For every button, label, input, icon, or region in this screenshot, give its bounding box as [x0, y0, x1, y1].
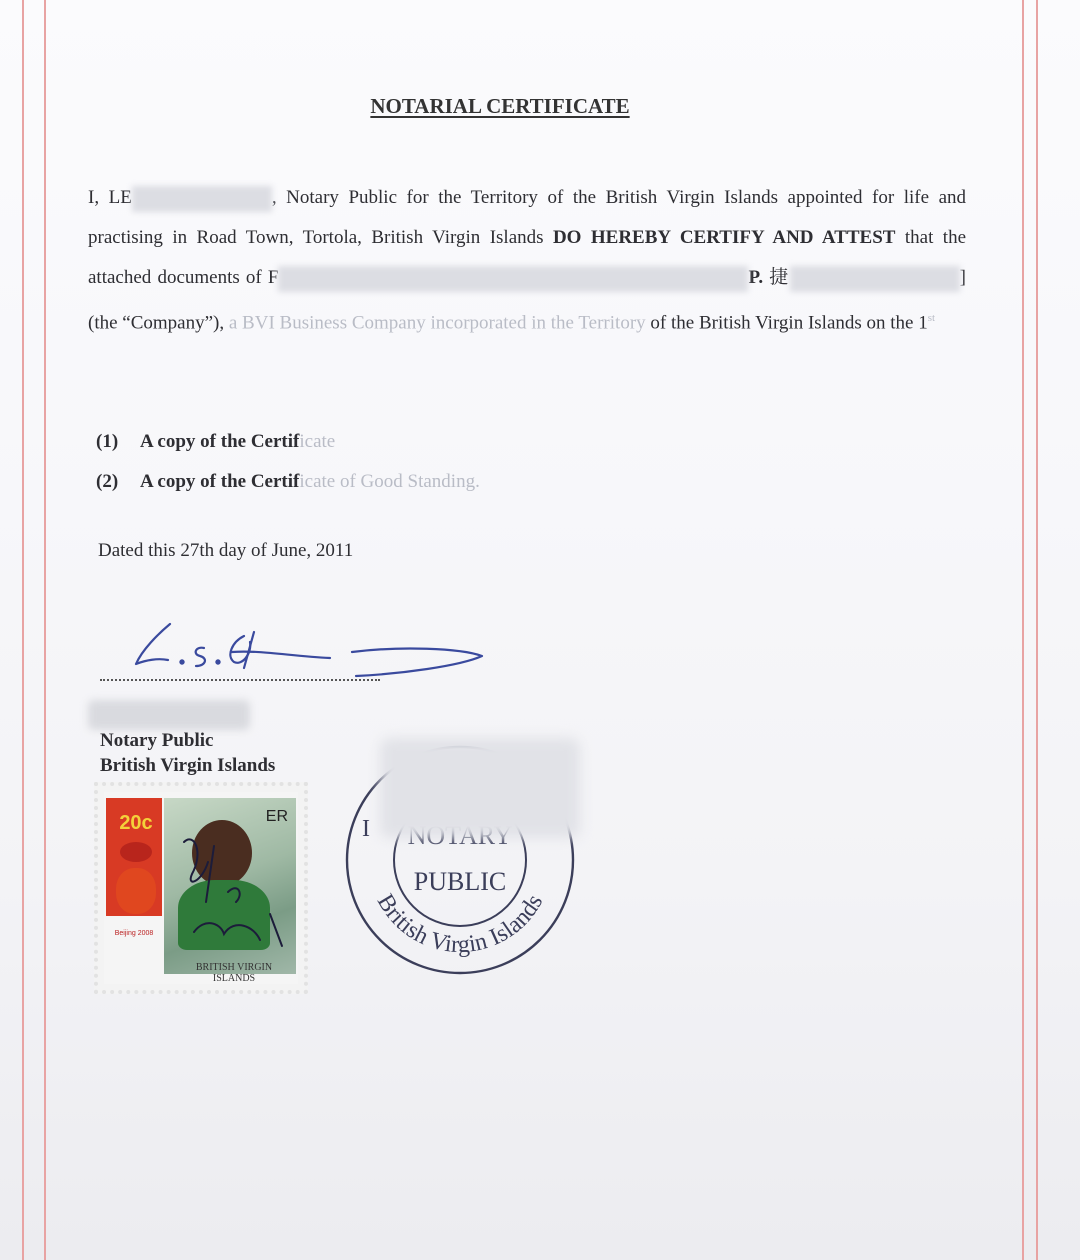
- list-item: [96, 462, 480, 502]
- postage-stamp: [94, 782, 308, 994]
- paragraph-text-3: P.: [748, 267, 764, 288]
- stamp-caption-line2: ISLANDS: [212, 973, 256, 984]
- redacted-company-chinese-name: [790, 266, 960, 292]
- list-item-faded: icate of Good Standing.: [299, 471, 480, 492]
- certify-statement: DO HEREBY CERTIFY AND ATTEST: [552, 227, 896, 248]
- stamp-artwork: [104, 792, 298, 984]
- redacted-company-name: [278, 266, 748, 292]
- paragraph-faded-text: a BVI Business Company incorporated in the Territory: [228, 312, 646, 334]
- paragraph-text-6: of the British Virgin Islands on the 1: [645, 312, 928, 334]
- paragraph-text-5: ] (the “Company”),: [88, 267, 966, 334]
- seal-center-line2: PUBLIC: [413, 867, 507, 896]
- paragraph-text-4: 捷: [769, 267, 790, 288]
- date-ordinal: st: [927, 312, 936, 324]
- lantern-icon: [116, 868, 156, 914]
- list-item-number: (2): [96, 471, 119, 492]
- paragraph-text-1: , Notary Public for the Territory of the British Virgin Islands appointed for life and practising in Road Town, Tortola, British Virgin Islands: [88, 187, 967, 248]
- list-item-text: A copy of the Certif: [140, 471, 300, 492]
- stamp-er-mark: ER: [265, 808, 288, 825]
- list-item: [96, 422, 480, 462]
- stamp-value: 20c: [119, 812, 153, 834]
- document-title: NOTARIAL CERTIFICATE: [370, 94, 630, 118]
- notary-title: [100, 728, 275, 778]
- stamp-caption-line1: BRITISH VIRGIN: [195, 962, 273, 973]
- certificate-paragraph: [88, 178, 966, 343]
- right-margin-line-outer: [1036, 0, 1038, 1260]
- olympic-logo: Beijing 2008: [114, 930, 154, 937]
- dated-line: Dated this 27th day of June, 2011: [98, 540, 354, 561]
- stamp-caption: [164, 962, 304, 984]
- left-margin-line-inner: [44, 0, 46, 1260]
- list-item-text: A copy of the Certif: [140, 431, 300, 452]
- stamp-lantern-panel: [106, 798, 162, 916]
- redacted-notary-name: [132, 186, 272, 212]
- right-margin-line: [1022, 0, 1024, 1260]
- seal-arc-text: British Virgin Islands: [371, 889, 549, 959]
- list-item-faded: icate: [299, 431, 336, 452]
- paragraph-text-2: that the attached documents of F: [88, 227, 967, 288]
- list-item-number: (1): [96, 431, 119, 452]
- intro-text: I, LE: [88, 187, 132, 208]
- seal-arc-left: I: [362, 816, 370, 842]
- stamp-cancellation-scribble: [164, 822, 304, 952]
- notary-title-line1: Notary Public: [100, 730, 214, 751]
- redacted-seal-name: [380, 738, 580, 838]
- left-margin-line: [22, 0, 24, 1260]
- signature-line: [100, 679, 380, 681]
- redacted-notary-signatory-name: [88, 700, 250, 730]
- notary-title-line2: British Virgin Islands: [100, 755, 276, 776]
- lantern-icon: [120, 842, 152, 862]
- document-list: [96, 422, 480, 502]
